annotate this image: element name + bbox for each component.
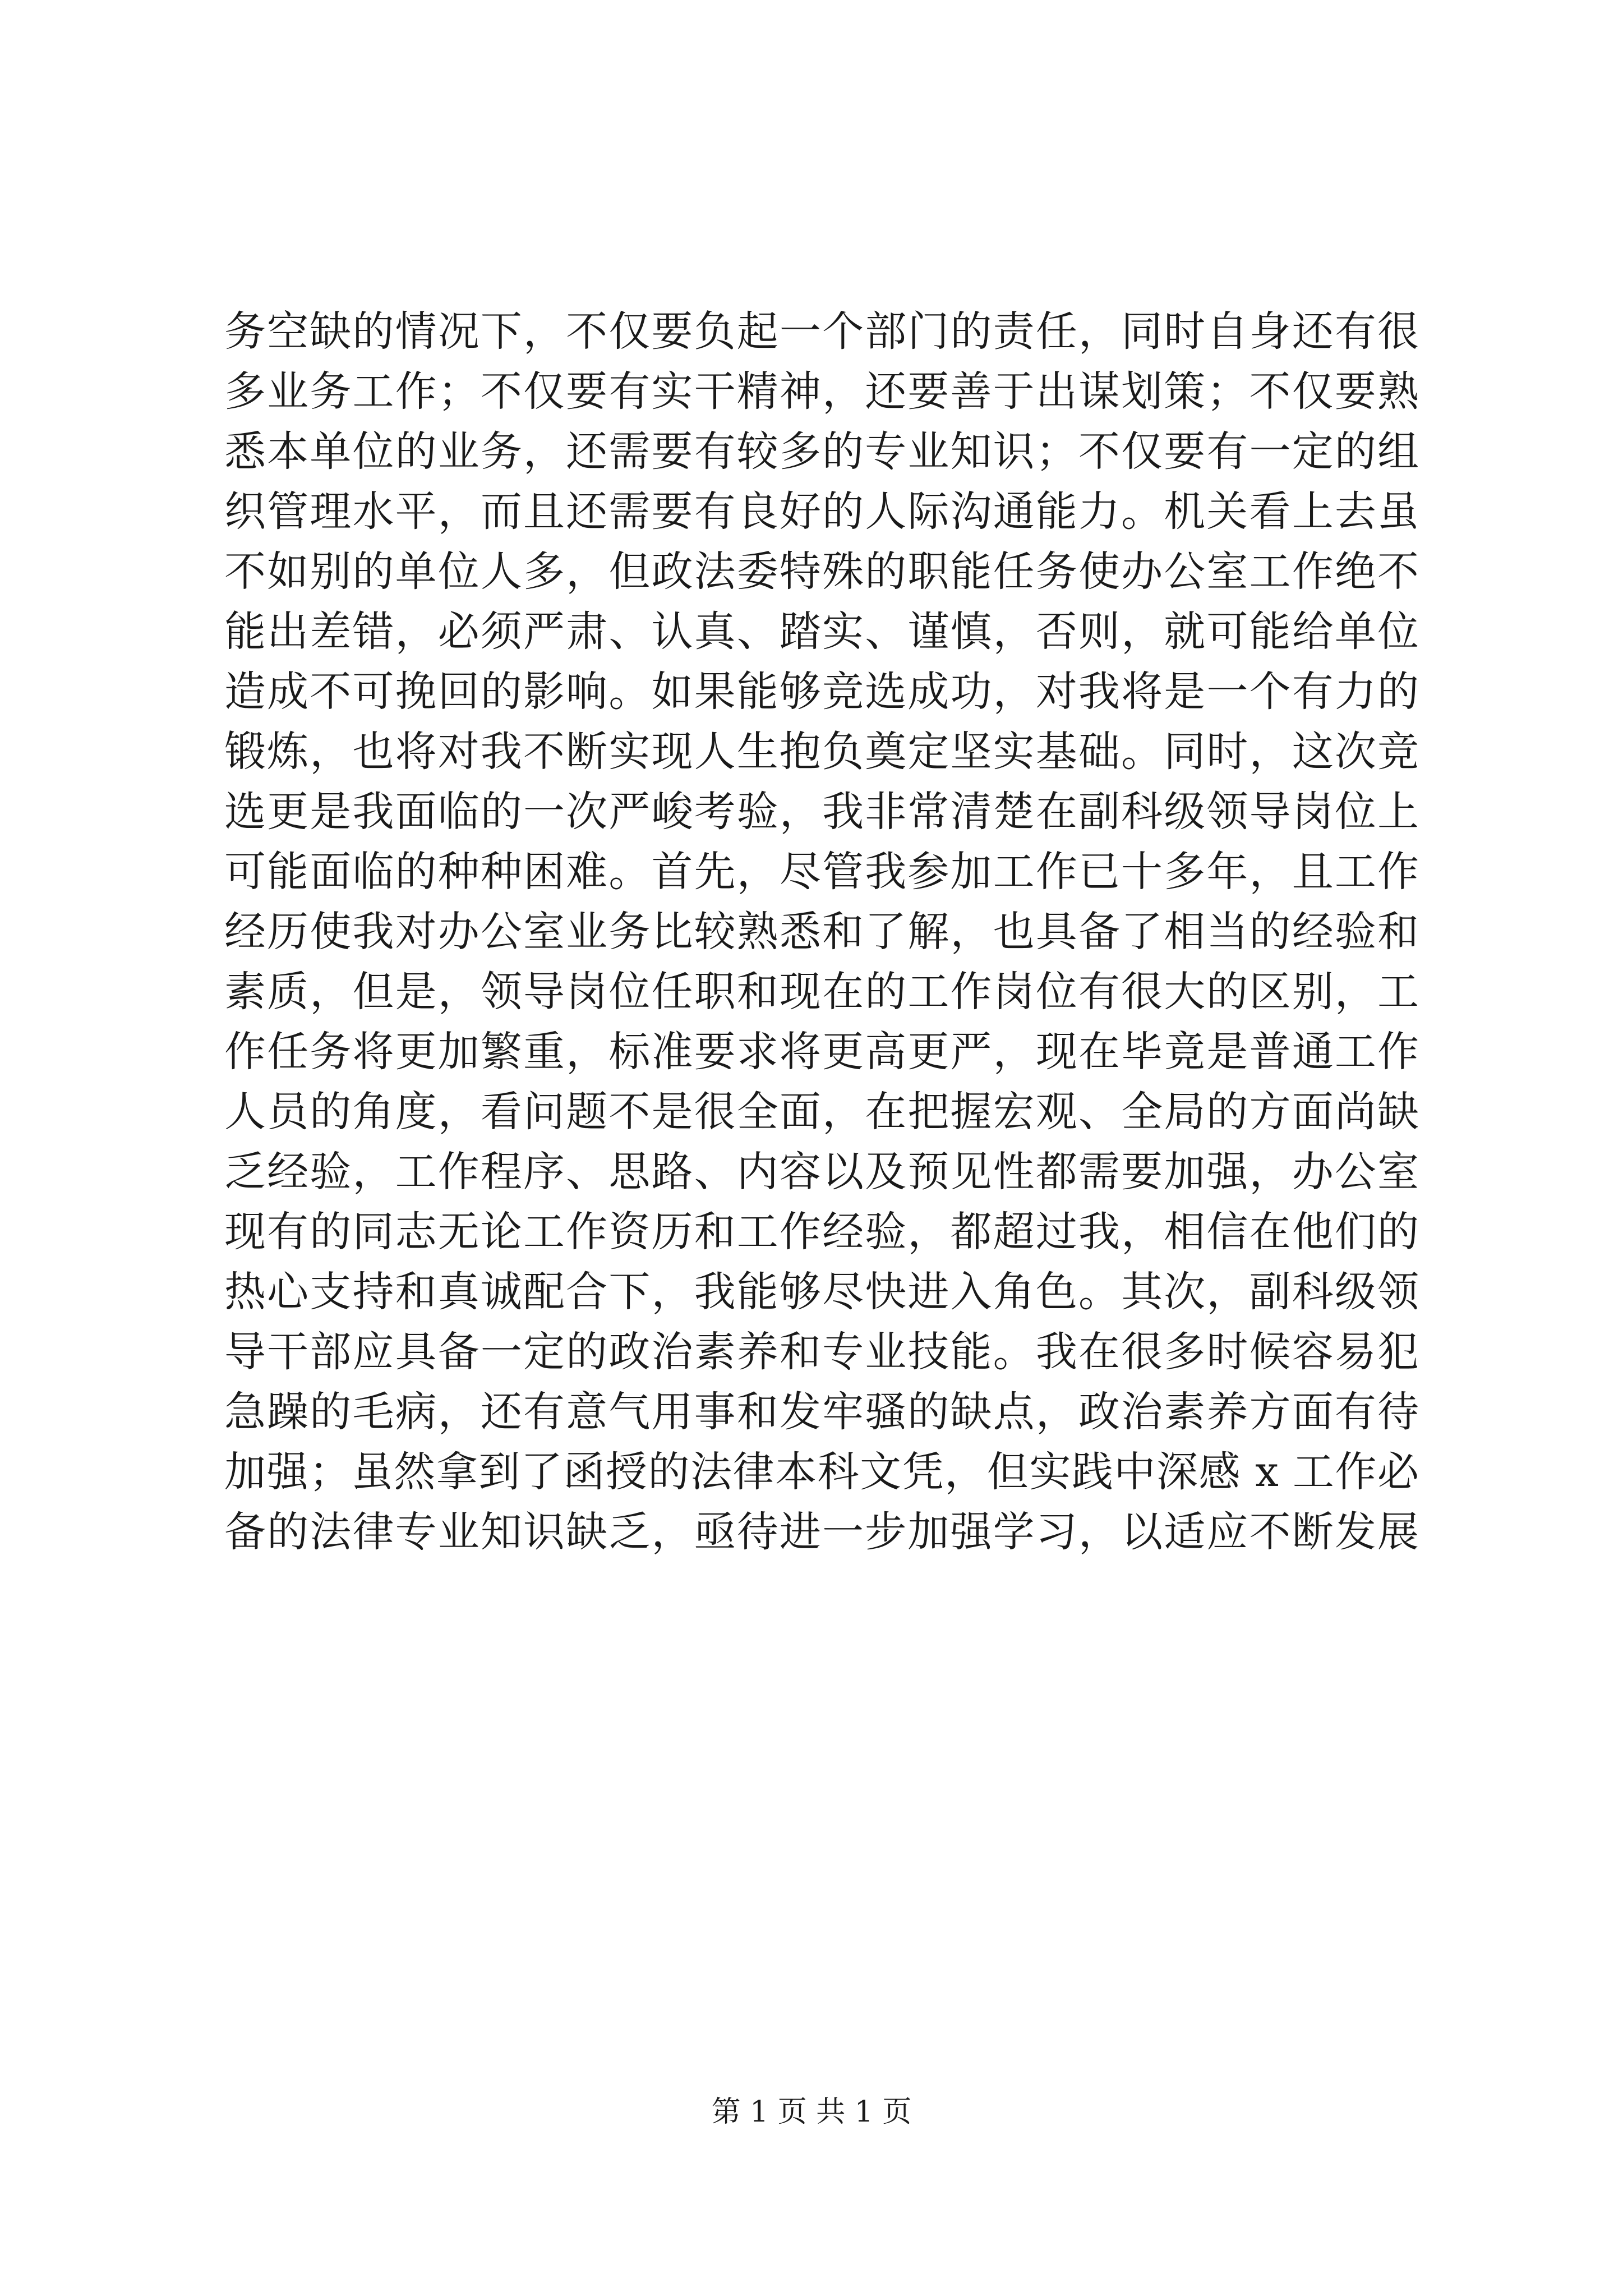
text-line: 急躁的毛病，还有意气用事和发牢骚的缺点，政治素养方面有待 [224, 1388, 1419, 1436]
text-line: 不如别的单位人多，但政法委特殊的职能任务使办公室工作绝不 [224, 547, 1419, 596]
text-line: 作任务将更加繁重，标准要求将更高更严，现在毕竟是普通工作 [224, 1028, 1419, 1076]
text-line: 现有的同志无论工作资历和工作经验，都超过我，相信在他们的 [224, 1208, 1419, 1256]
text-line: 导干部应具备一定的政治素养和专业技能。我在很多时候容易犯 [224, 1328, 1419, 1376]
text-line: 经历使我对办公室业务比较熟悉和了解，也具备了相当的经验和 [224, 908, 1419, 956]
text-line: 选更是我面临的一次严峻考验，我非常清楚在副科级领导岗位上 [224, 788, 1419, 836]
text-line: 务空缺的情况下，不仅要负起一个部门的责任，同时自身还有很 [224, 307, 1419, 356]
text-line: 能出差错，必须严肃、认真、踏实、谨慎，否则，就可能给单位 [224, 608, 1419, 656]
text-line: 备的法律专业知识缺乏，亟待进一步加强学习，以适应不断发展 [224, 1508, 1419, 1556]
text-line: 热心支持和真诚配合下，我能够尽快进入角色。其次，副科级领 [224, 1268, 1419, 1316]
text-line: 加强；虽然拿到了函授的法律本科文凭，但实践中深感 x 工作必 [224, 1448, 1419, 1496]
page-footer [0, 2092, 1623, 2132]
text-line: 人员的角度，看问题不是很全面，在把握宏观、全局的方面尚缺 [224, 1088, 1419, 1136]
page-number-label: 第 1 页 共 1 页 [711, 2095, 912, 2129]
text-line: 悉本单位的业务，还需要有较多的专业知识；不仅要有一定的组 [224, 427, 1419, 476]
text-line: 织管理水平，而且还需要有良好的人际沟通能力。机关看上去虽 [224, 487, 1419, 536]
text-line: 可能面临的种种困难。首先，尽管我参加工作已十多年，且工作 [224, 848, 1419, 896]
text-line: 造成不可挽回的影响。如果能够竞选成功，对我将是一个有力的 [224, 668, 1419, 716]
text-line: 多业务工作；不仅要有实干精神，还要善于出谋划策；不仅要熟 [224, 367, 1419, 416]
body-text [224, 302, 1419, 1562]
text-line: 乏经验，工作程序、思路、内容以及预见性都需要加强，办公室 [224, 1148, 1419, 1196]
text-line: 锻炼，也将对我不断实现人生抱负奠定坚实基础。同时，这次竞 [224, 728, 1419, 776]
text-line: 素质，但是，领导岗位任职和现在的工作岗位有很大的区别，工 [224, 968, 1419, 1016]
